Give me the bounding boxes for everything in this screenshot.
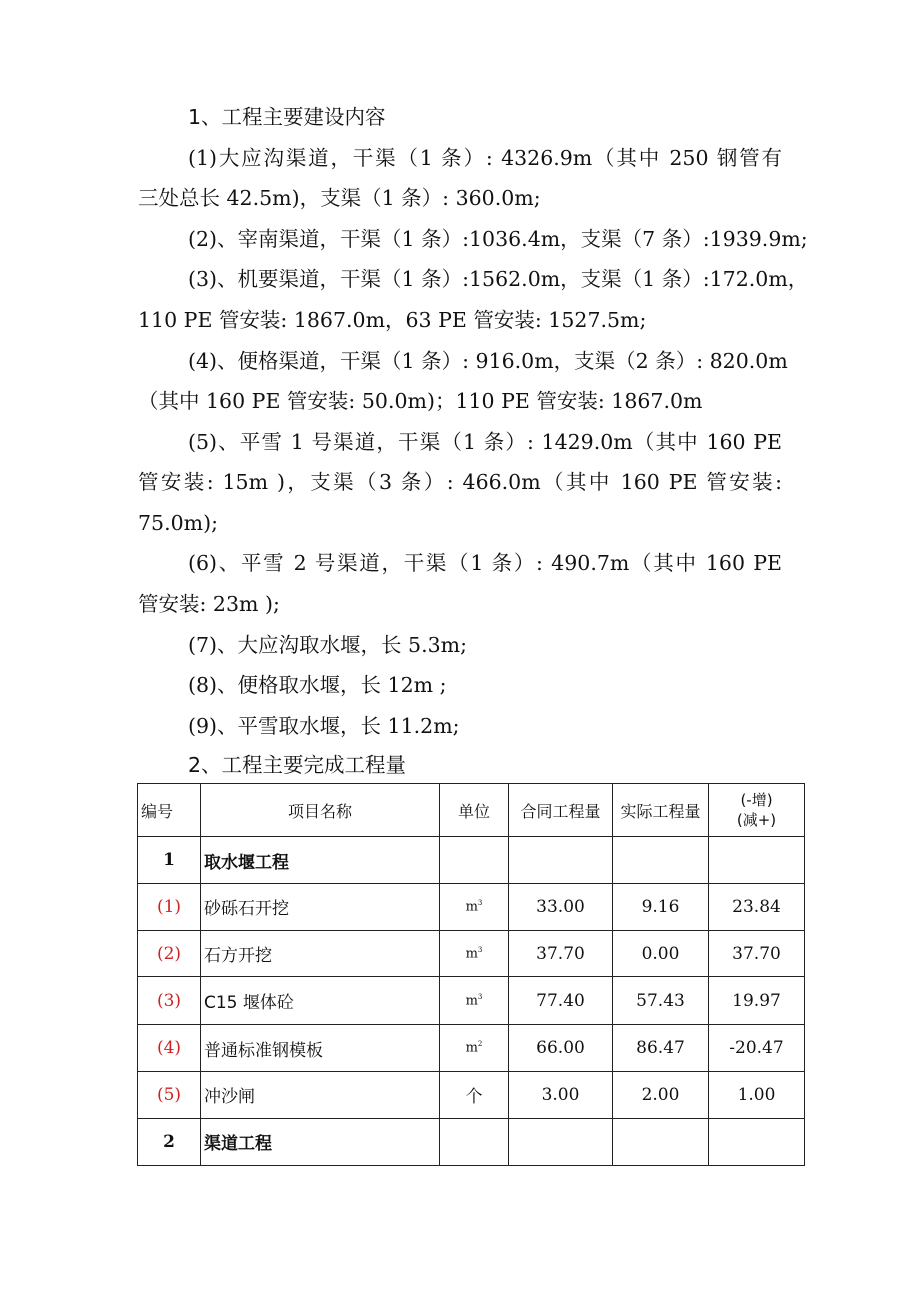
row-name: 取水堰工程 (201, 837, 440, 883)
unit-exponent: 2 (477, 1040, 483, 1049)
row-diff: 19.97 (709, 977, 805, 1024)
row-name: 砂砾石开挖 (201, 883, 440, 930)
row-unit (440, 837, 509, 883)
item-4-line-b: （其中 160 PE 管安装: 50.0m)；110 PE 管安装: 1867.0m (138, 389, 703, 413)
header-diff-increase: (-增) (740, 791, 773, 810)
row-num: (1) (138, 883, 201, 930)
row-actual: 57.43 (613, 977, 709, 1024)
item-4-line-a: (4)、便格渠道，干渠（1 条）: 916.0m，支渠（2 条）: 820.0m (188, 349, 788, 373)
item-7: (7)、大应沟取水堰，长 5.3m; (188, 633, 468, 657)
item-1-line-a: (1)大应沟渠道，干渠（1 条）: 4326.9m（其中 250 钢管有 (188, 146, 782, 170)
row-num: 1 (138, 837, 201, 883)
unit-symbol: m (465, 899, 478, 915)
row-unit (440, 977, 509, 1024)
unit-exponent: 3 (477, 946, 483, 955)
table-row (138, 883, 805, 930)
row-actual (613, 837, 709, 883)
header-num: 编号 (138, 784, 201, 837)
row-actual: 2.00 (613, 1072, 709, 1118)
row-num: (2) (138, 931, 201, 977)
row-name: C15 堰体砼 (201, 977, 440, 1024)
row-unit: 个 (440, 1072, 509, 1118)
item-8: (8)、便格取水堰，长 12m ; (188, 673, 447, 697)
section2-title: 2、工程主要完成工程量 (188, 753, 407, 777)
item-9: (9)、平雪取水堰，长 11.2m; (188, 714, 460, 738)
row-diff: -20.47 (709, 1024, 805, 1071)
row-diff (709, 1118, 805, 1165)
section1-title: 1、工程主要建设内容 (188, 105, 386, 129)
header-name: 项目名称 (201, 784, 440, 837)
item-3-line-b: 110 PE 管安装: 1867.0m，63 PE 管安装: 1527.5m; (138, 308, 647, 332)
row-diff (709, 837, 805, 883)
item-5-line-a: (5)、平雪 1 号渠道，干渠（1 条）: 1429.0m（其中 160 PE (188, 430, 782, 454)
row-num: (5) (138, 1072, 201, 1118)
row-contract (509, 1118, 613, 1165)
item-6-line-b: 管安装: 23m ); (138, 592, 280, 616)
item-1-line-b: 三处总长 42.5m)，支渠（1 条）: 360.0m; (138, 186, 541, 210)
table-header-row (138, 784, 805, 837)
row-contract: 33.00 (509, 883, 613, 930)
table-row (138, 977, 805, 1024)
row-contract: 3.00 (509, 1072, 613, 1118)
row-num: (3) (138, 977, 201, 1024)
row-unit (440, 883, 509, 930)
item-5-line-b: 管安装: 15m )，支渠（3 条）: 466.0m（其中 160 PE 管安装: (138, 470, 782, 494)
header-actual: 实际工程量 (613, 784, 709, 837)
table-row (138, 1118, 805, 1165)
item-2: (2)、宰南渠道，干渠（1 条）:1036.4m，支渠（7 条）:1939.9m; (188, 227, 808, 251)
row-diff: 1.00 (709, 1072, 805, 1118)
item-3-line-a: (3)、机要渠道，干渠（1 条）:1562.0m，支渠（1 条）:172.0m， (188, 267, 809, 291)
item-6-line-a: (6)、平雪 2 号渠道，干渠（1 条）: 490.7m（其中 160 PE (188, 551, 782, 575)
row-contract: 77.40 (509, 977, 613, 1024)
quantity-table (137, 783, 805, 1166)
unit-exponent: 3 (477, 993, 483, 1001)
item-5-line-c: 75.0m); (138, 511, 218, 535)
row-actual: 0.00 (613, 931, 709, 977)
row-unit (440, 1118, 509, 1165)
header-unit: 单位 (440, 784, 509, 837)
row-num: (4) (138, 1024, 201, 1071)
row-name: 普通标准钢模板 (201, 1024, 440, 1071)
row-name: 渠道工程 (201, 1118, 440, 1165)
unit-symbol: m (465, 993, 478, 1009)
header-diff-decrease: (减+) (736, 811, 777, 830)
unit-symbol: m (465, 946, 478, 962)
row-contract: 37.70 (509, 931, 613, 977)
table-row (138, 837, 805, 883)
row-contract (509, 837, 613, 883)
unit-exponent: 3 (477, 899, 483, 908)
row-diff: 37.70 (709, 931, 805, 977)
row-name: 冲沙闸 (201, 1072, 440, 1118)
table-row (138, 1024, 805, 1071)
header-diff (709, 784, 805, 837)
table-row (138, 931, 805, 977)
row-actual: 86.47 (613, 1024, 709, 1071)
unit-symbol: m (465, 1040, 478, 1056)
row-actual: 9.16 (613, 883, 709, 930)
row-name: 石方开挖 (201, 931, 440, 977)
row-contract: 66.00 (509, 1024, 613, 1071)
row-unit (440, 931, 509, 977)
header-contract: 合同工程量 (509, 784, 613, 837)
row-diff: 23.84 (709, 883, 805, 930)
table-row (138, 1072, 805, 1118)
row-num: 2 (138, 1118, 201, 1165)
row-actual (613, 1118, 709, 1165)
row-unit (440, 1024, 509, 1071)
